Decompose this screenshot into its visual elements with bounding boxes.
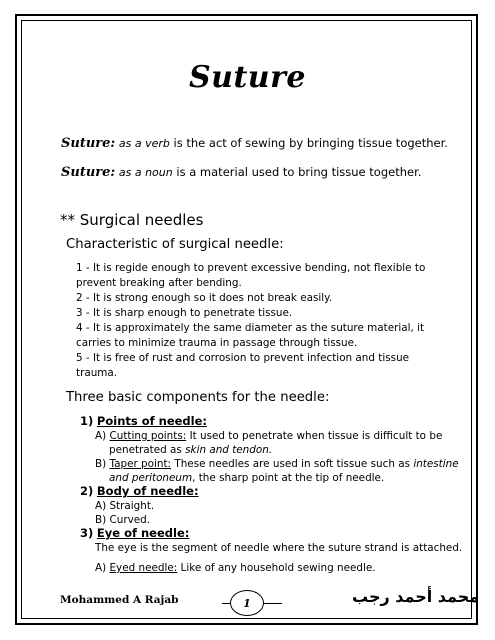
components-heading: Three basic components for the needle:	[66, 390, 330, 405]
item-text: Like of any household sewing needle.	[177, 562, 376, 574]
list-item: 5 - It is free of rust and corrosion to prevent infection and tissue trauma.	[76, 352, 410, 379]
item-italic: intestine	[413, 458, 459, 470]
points-item-a-cont	[109, 443, 272, 458]
footer-author: Mohammed A Rajab	[60, 594, 179, 606]
page-title: Suture	[188, 60, 307, 95]
component-points-heading	[80, 414, 207, 428]
definition-term: Suture:	[61, 136, 116, 151]
definition-verb	[61, 136, 448, 151]
item-prefix: A)	[95, 430, 107, 442]
item-text: These needles are used in soft tissue such as	[171, 458, 414, 470]
points-item-b	[95, 457, 459, 472]
item-label: Eyed needle:	[109, 562, 178, 574]
body-item-a: A) Straight.	[95, 500, 155, 512]
definition-grammar: as a noun	[118, 166, 173, 179]
item-prefix: A)	[95, 562, 107, 574]
definition-text: is a material used to bring tissue together.	[172, 165, 422, 179]
component-label: Eye of needle:	[96, 526, 190, 540]
item-text: It used to penetrate when tissue is difficult to be	[186, 430, 443, 442]
eye-item-a	[95, 561, 376, 576]
definition-noun	[61, 165, 421, 180]
component-eye-heading	[80, 526, 189, 540]
body-item-b: B) Curved.	[95, 514, 151, 526]
component-label: Body of needle:	[96, 484, 199, 498]
component-number: 3)	[80, 526, 94, 540]
item-text: penetrated as	[109, 444, 186, 456]
list-item: 4 - It is approximately the same diameter as the suture material, it carries to minimize trauma in passage through tissue.	[76, 322, 425, 349]
component-label: Points of needle:	[96, 414, 207, 428]
footer-arabic-name: محمد أحمد رجب	[352, 587, 480, 606]
section-heading: ** Surgical needles	[60, 211, 204, 229]
eye-description: The eye is the segment of needle where the suture strand is attached.	[95, 542, 463, 554]
definition-text: is the act of sewing by bringing tissue together.	[169, 136, 448, 150]
item-italic: and peritoneum	[109, 472, 193, 484]
item-text: , the sharp point at the tip of needle.	[192, 472, 385, 484]
component-number: 1)	[80, 414, 94, 428]
points-item-a	[95, 429, 442, 444]
definition-grammar: as a verb	[118, 137, 170, 150]
characteristics-heading: Characteristic of surgical needle:	[66, 237, 284, 252]
item-italic: skin and tendon.	[185, 444, 273, 456]
item-label: Cutting points:	[109, 430, 187, 442]
list-item: 3 - It is sharp enough to penetrate tissue.	[76, 307, 293, 319]
component-number: 2)	[80, 484, 94, 498]
list-item: 2 - It is strong enough so it does not break easily.	[76, 292, 333, 304]
page-number-text: 1	[243, 596, 251, 610]
component-body-heading	[80, 484, 199, 498]
definition-term: Suture:	[61, 165, 116, 180]
list-item: 1 - It is regide enough to prevent excessive bending, not flexible to prevent breaking after bending.	[76, 262, 426, 289]
page-number	[230, 590, 264, 616]
item-prefix: B)	[95, 458, 107, 470]
item-label: Taper point:	[109, 458, 172, 470]
characteristics-list	[76, 261, 446, 381]
